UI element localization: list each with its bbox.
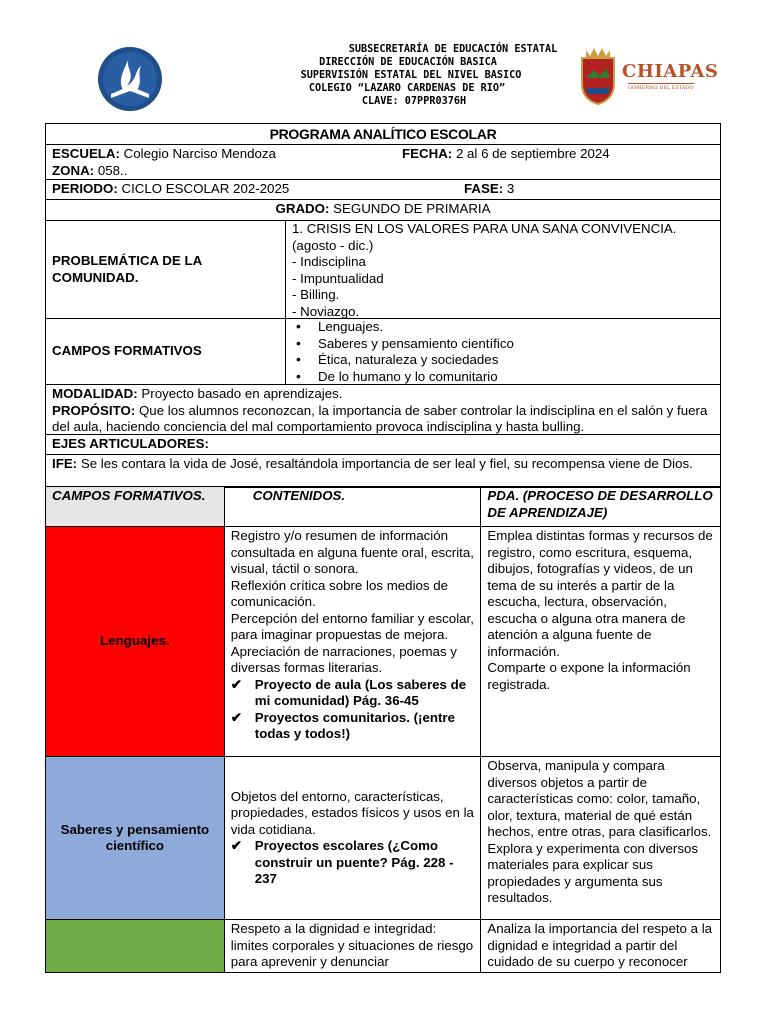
contenido-item: Reflexión crítica sobre los medios de comunicación. xyxy=(230,577,449,609)
contenidos-cell xyxy=(224,527,481,757)
zona-label: ZONA: xyxy=(52,162,95,178)
check-icon: ✔ xyxy=(230,676,242,692)
contenido-item: Apreciación de narraciones, poemas y diversas formas literarias. xyxy=(230,643,457,675)
pda-item: Comparte o expone la información registrada. xyxy=(487,660,691,692)
proyecto-item xyxy=(231,710,475,743)
campo-item: • Saberes y pensamiento científico xyxy=(292,336,714,353)
header-pda: PDA. (PROCESO DE DESARROLLO DE APRENDIZAJE) xyxy=(481,487,721,527)
grado-row xyxy=(46,200,720,221)
problematica-list xyxy=(286,221,720,318)
periodo-value: CICLO ESCOLAR 202-2025 xyxy=(121,181,290,196)
ife-label: IFE: xyxy=(52,456,78,471)
campos-table xyxy=(45,486,721,973)
table-row xyxy=(46,920,721,973)
check-icon: ✔ xyxy=(230,838,242,853)
chiapas-logo-subtext: GOBIERNO DEL ESTADO xyxy=(628,85,694,91)
program-title: PROGRAMA ANALÍTICO ESCOLAR xyxy=(46,124,720,145)
ife-row xyxy=(46,455,720,488)
campo-item: • Ética, naturaleza y sociedades xyxy=(292,352,714,369)
periodo-row xyxy=(46,180,720,200)
school-logo-icon xyxy=(97,46,163,112)
campos-list-wrap xyxy=(286,319,720,384)
escuela-label: ESCUELA: xyxy=(52,146,120,161)
ejes-row xyxy=(46,435,720,455)
header-line-3: SUPERVISIÓN ESTATAL DEL NIVEL BASICO xyxy=(300,70,522,81)
table-row xyxy=(46,527,721,757)
problematica-item: (agosto - dic.) xyxy=(292,237,374,253)
ife-value: Se les contara la vida de José, resaltándola importancia de ser leal y fiel, su recompensa viene de Dios. xyxy=(80,456,693,471)
contenido-item: Objetos del entorno, características, propiedades, estados físicos y usos en la vida cotidiana. xyxy=(230,788,474,837)
contenidos-cell xyxy=(224,757,481,920)
ejes-label: EJES ARTICULADORES: xyxy=(52,436,209,451)
campo-item: • Lenguajes. xyxy=(292,319,714,336)
campo-cell xyxy=(46,920,225,973)
contenido-item: Respeto a la dignidad e integridad: limites corporales y situaciones de riesgo para aprevenir y denunciar xyxy=(230,921,474,969)
campos-list xyxy=(292,319,714,385)
contenido-item: Percepción del entorno familiar y escolar, para imaginar propuestas de mejora. xyxy=(230,610,474,642)
problematica-label: PROBLEMÁTICA DE LA COMUNIDAD. xyxy=(46,221,286,318)
chiapas-shield-icon xyxy=(578,44,618,106)
problematica-item: - Impuntualidad xyxy=(292,270,384,286)
proyecto-text: Proyectos comunitarios. (¡entre todas y todos!) xyxy=(254,709,456,741)
modalidad-value: Proyecto basado en aprendizajes. xyxy=(141,386,343,401)
campos-row xyxy=(46,319,720,385)
problematica-item: - Billing. xyxy=(292,287,340,302)
problematica-item: 1. CRISIS EN LOS VALORES PARA UNA SANA CONVIVENCIA. xyxy=(292,221,677,236)
check-icon: ✔ xyxy=(230,709,242,725)
pda-item: Analiza la importancia del respeto a la dignidad e integridad a partir del cuidado de su cuerpo y reconocer xyxy=(487,921,713,969)
periodo-label: PERIODO: xyxy=(52,181,118,196)
campo-cell: Saberes y pensamiento científico xyxy=(46,757,225,920)
proyecto-text: Proyectos escolares (¿Como construir un puente? Pág. 228 - 237 xyxy=(254,838,454,886)
zona-value: 058.. xyxy=(97,162,128,178)
proposito-label: PROPÓSITO: xyxy=(52,402,136,418)
header-campos: CAMPOS FORMATIVOS. xyxy=(46,487,225,527)
header-line-5: CLAVE: 07PPR0376H xyxy=(361,96,467,107)
fecha-label: FECHA: xyxy=(402,146,453,161)
header-contenidos: CONTENIDOS. xyxy=(224,487,481,527)
escuela-value: Colegio Narciso Mendoza xyxy=(123,146,276,161)
campo-cell: Lenguajes. xyxy=(46,527,225,757)
proyecto-item xyxy=(231,838,475,888)
header-text xyxy=(200,43,640,108)
contenidos-cell xyxy=(224,920,481,973)
chiapas-logo-text: CHIAPAS xyxy=(622,61,719,82)
pda-item: Observa, manipula y compara diversos objetos a partir de características como: color, tamaño, olor, textura, material de qué están hechos, entre otras, para clasificarlos. xyxy=(487,758,712,839)
fecha-value: 2 al 6 de septiembre 2024 xyxy=(455,146,610,161)
proyecto-text: Proyecto de aula (Los saberes de mi comunidad) Pág. 36-45 xyxy=(254,676,467,708)
problematica-item: - Indisciplina xyxy=(292,254,366,269)
modalidad-label: MODALIDAD: xyxy=(52,386,138,401)
fase-value: 3 xyxy=(506,181,515,196)
header-line-1: SUBSECRETARÍA DE EDUCACIÓN ESTATAL xyxy=(348,44,558,55)
campos-label: CAMPOS FORMATIVOS xyxy=(46,319,286,384)
proyecto-item xyxy=(231,677,475,710)
grado-value: SEGUNDO DE PRIMARIA xyxy=(333,201,491,216)
problematica-item: - Noviazgo. xyxy=(292,303,360,319)
campo-item: • De lo humano y lo comunitario xyxy=(292,369,714,386)
pda-cell xyxy=(481,757,721,920)
modalidad-row xyxy=(46,385,720,435)
pda-item: Explora y experimenta con diversos materiales para explicar sus propiedades y argumenta sus resultados. xyxy=(487,840,699,905)
program-info-box xyxy=(45,123,721,488)
header-line-2: DIRECCIÓN DE EDUCACIÓN BASICA xyxy=(319,57,497,68)
grado-label: GRADO: xyxy=(275,201,330,216)
contenido-item: Registro y/o resumen de información consultada en alguna fuente oral, escrita, visual, táctil o sonora. xyxy=(230,528,474,576)
proposito-value: Que los alumnos reconozcan, la importancia de saber controlar la indisciplina en el salón y fuera del aula, haciendo conciencia del mal comportamiento provoca indisciplina y hasta bulling. xyxy=(52,402,708,434)
table-row xyxy=(46,757,721,920)
pda-cell xyxy=(481,527,721,757)
pda-cell xyxy=(481,920,721,973)
header-line-4: COLEGIO “LAZARO CARDENAS DE RIO” xyxy=(308,83,506,94)
chiapas-logo xyxy=(578,44,719,106)
escuela-row xyxy=(46,145,720,180)
fase-label: FASE: xyxy=(464,181,504,196)
problematica-row xyxy=(46,221,720,319)
table-header-row xyxy=(46,487,721,527)
pda-item: Emplea distintas formas y recursos de registro, como escritura, esquema, dibujos, fotografías y videos, de un tema de su interés a partir de la escucha, lectura, observación, escucha o alguna otra manera de atención a alguna fuente de información. xyxy=(487,528,713,659)
